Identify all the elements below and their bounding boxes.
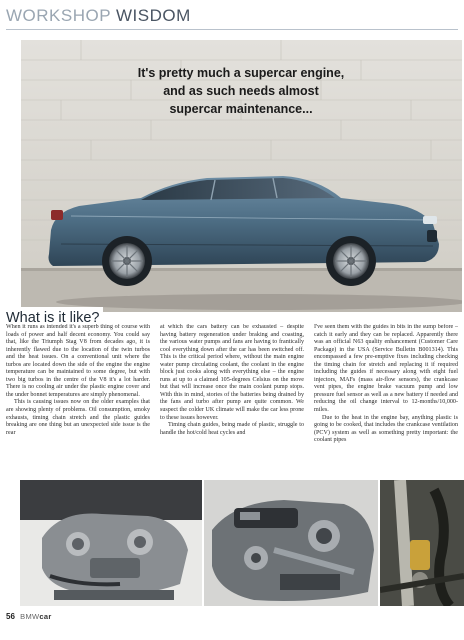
section-header (6, 6, 458, 32)
pull-quote-line-3: supercar maintenance... (169, 102, 313, 116)
section-title (6, 6, 458, 26)
section-title-part2: WISDOM (116, 6, 191, 25)
article-column-1 (6, 324, 150, 474)
article-column-3 (314, 324, 458, 474)
page-number: 56 (6, 612, 15, 621)
engine-photo-2 (204, 480, 378, 606)
pull-quote-line-1: It's pretty much a supercar engine, (137, 66, 345, 80)
magazine-name-suffix: car (39, 612, 52, 621)
column-1-paragraph-2: This is causing issues now on the older examples that are showing plenty of problems. Oil consumption, smoky exhausts, timing chain stretch and the plastic guides breaking are one thing but an unexpected side issue is the rear (6, 399, 150, 436)
column-2-paragraph-1: at which the cars battery can be exhausted – despite having battery regeneration under braking and coasting, the various water pumps and fans are having to frantically cool everything down after the car has been switched off. This is the critical period where, without the main engine water pump circulating coolant, the coolant in the engine block just cooks along with everything else – the engine runs at up to a claimed 105-degrees Celsius on the move but that will increase once the main coolant pump stops. With this in mind, stories of the batteries being drained by the fans and turbo after pump are quite common. We suspect the colder UK climate will make the car less prone to these issues however. (160, 324, 304, 421)
hero-photo (21, 40, 462, 312)
article-column-2 (160, 324, 304, 474)
column-2-paragraph-2: Timing chain guides, being made of plastic, struggle to handle the hot/cold heat cycles and (160, 422, 304, 436)
page-footer (6, 612, 52, 621)
engine-photo-1 (20, 480, 202, 606)
pull-quote-line-2: and as such needs almost (163, 84, 319, 98)
article-body (6, 324, 458, 474)
header-divider (6, 29, 458, 30)
column-3-paragraph-1: I've seen them with the guides in bits in the sump before – catch it early and they can be replaced. Apparently there was an official N63 quality enhancement (Customer Care Package) in the USA (Service Bulletin B001314). This encompassed a few pre-emptive fixes including checking the timing chain for stretch and replacing it if required including the guides if necessary along with eight fuel injectors, MAFs (mass air-flow sensors), the crankcase vent pipes, the engine brake vacuum pump and low pressure fuel sensor as well as a new battery if needed and reducing the oil change interval to 12-months/10,000-miles. (314, 324, 458, 414)
magazine-name-prefix: BMW (20, 612, 40, 621)
article-heading: What is it like? (6, 307, 103, 327)
photo-strip (6, 480, 464, 606)
magazine-name (20, 612, 51, 621)
column-3-paragraph-2: Due to the heat in the engine bay, anything plastic is going to be cooked, that includes the crankcase ventilation (PCV) system as well as something pretty important: the coolant pipes (314, 414, 458, 444)
engine-photo-3 (380, 480, 464, 606)
column-1-paragraph-1: When it runs as intended it's a superb thing of course with loads of power and half decent economy. You could say that, like the Triumph Stag V8 from decades ago, it is inherently flawed due to the location of the twin turbos and the heat issues. On a conventional unit where the turbos are located down the side of the engine the engine temperature can be maintained to some degree, but with two big turbos in the centre of the V8 it's a lot harder. There is no cooling air under the plastic engine cover and the under bonnet temperatures are simply phenomenal. (6, 324, 150, 398)
section-title-part1: WORKSHOP (6, 6, 111, 25)
pull-quote (131, 64, 351, 118)
